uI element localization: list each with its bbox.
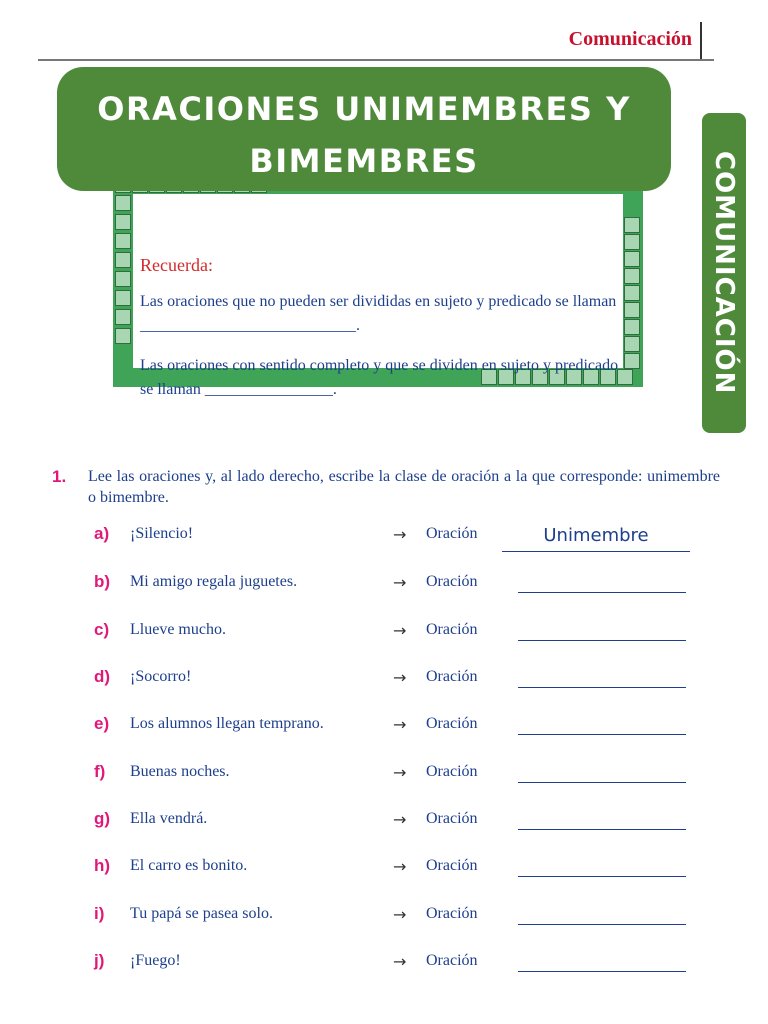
frame-square <box>115 271 131 287</box>
frame-square <box>624 336 640 352</box>
list-item <box>0 904 768 936</box>
answer-line[interactable] <box>502 551 690 552</box>
arrow-icon: → <box>393 715 407 734</box>
recuerda-paragraph-2: Las oraciones con sentido completo y que se dividen en sujeto y predicado se llaman ________________. <box>140 357 619 398</box>
header-divider-vertical <box>700 22 702 60</box>
answer-line[interactable] <box>518 829 686 830</box>
answer-line[interactable] <box>518 876 686 877</box>
title-line-1: ORACIONES UNIMEMBRES Y <box>97 90 631 128</box>
arrow-icon: → <box>393 668 407 687</box>
list-item <box>0 667 768 699</box>
side-tab-label: COMUNICACIÓN <box>709 151 739 395</box>
item-label: i) <box>94 904 105 923</box>
item-word: Oración <box>426 905 478 922</box>
list-item <box>0 620 768 652</box>
list-item <box>0 572 768 604</box>
frame-square <box>115 309 131 325</box>
header-subject: Comunicación <box>568 28 692 50</box>
arrow-icon: → <box>393 525 407 544</box>
item-label: b) <box>94 572 111 591</box>
item-word: Oración <box>426 810 478 827</box>
answer-text[interactable]: Unimembre <box>543 525 649 546</box>
title-banner <box>57 67 671 191</box>
frame-square <box>624 302 640 318</box>
item-word: Oración <box>426 857 478 874</box>
arrow-icon: → <box>393 857 407 876</box>
recuerda-frame-inner <box>133 194 623 368</box>
answer-line[interactable] <box>518 782 686 783</box>
frame-square <box>115 252 131 268</box>
item-word: Oración <box>426 952 478 969</box>
answer-line[interactable] <box>518 971 686 972</box>
item-label: d) <box>94 667 111 686</box>
item-label: h) <box>94 856 111 875</box>
arrow-icon: → <box>393 810 407 829</box>
item-label: j) <box>94 951 105 970</box>
frame-square <box>624 217 640 233</box>
frame-square <box>115 195 131 211</box>
recuerda-heading: Recuerda: <box>140 255 213 275</box>
frame-square <box>624 285 640 301</box>
item-word: Oración <box>426 715 478 732</box>
answer-line[interactable] <box>518 640 686 641</box>
item-word: Oración <box>426 621 478 638</box>
item-sentence: Ella vendrá. <box>130 810 208 827</box>
frame-square <box>115 214 131 230</box>
title-line-2: BIMEMBRES <box>249 142 479 180</box>
list-item <box>0 762 768 794</box>
item-sentence: ¡Socorro! <box>130 668 192 685</box>
exercise-number: 1. <box>52 467 67 486</box>
answer-line[interactable] <box>518 687 686 688</box>
list-item <box>0 951 768 983</box>
frame-square <box>624 353 640 369</box>
list-item <box>0 856 768 888</box>
recuerda-paragraph-1: Las oraciones que no pueden ser divididas en sujeto y predicado se llaman ___________________________. <box>140 293 617 334</box>
item-label: a) <box>94 524 110 543</box>
page-title <box>57 83 671 187</box>
item-sentence: Buenas noches. <box>130 763 230 780</box>
arrow-icon: → <box>393 905 407 924</box>
arrow-icon: → <box>393 573 407 592</box>
frame-square <box>624 319 640 335</box>
header-divider-horizontal <box>38 59 714 61</box>
side-tab <box>702 113 746 433</box>
item-word: Oración <box>426 573 478 590</box>
answer-line[interactable] <box>518 734 686 735</box>
answer-line[interactable] <box>518 924 686 925</box>
item-sentence: ¡Silencio! <box>130 525 194 542</box>
list-item <box>0 809 768 841</box>
item-word: Oración <box>426 668 478 685</box>
frame-square <box>115 233 131 249</box>
frame-square <box>624 251 640 267</box>
item-sentence: Llueve mucho. <box>130 621 226 638</box>
item-label: e) <box>94 714 110 733</box>
item-sentence: ¡Fuego! <box>130 952 181 969</box>
item-label: f) <box>94 762 106 781</box>
frame-square <box>624 268 640 284</box>
frame-square <box>624 234 640 250</box>
exercise-instruction: Lee las oraciones y, al lado derecho, escribe la clase de oración a la que corresponde: unimembre o bimembre. <box>88 468 720 506</box>
item-sentence: Mi amigo regala juguetes. <box>130 573 298 590</box>
frame-square <box>115 290 131 306</box>
list-item <box>0 524 768 556</box>
item-sentence: El carro es bonito. <box>130 857 248 874</box>
item-word: Oración <box>426 525 478 542</box>
item-word: Oración <box>426 763 478 780</box>
arrow-icon: → <box>393 952 407 971</box>
item-sentence: Los alumnos llegan temprano. <box>130 715 324 732</box>
item-sentence: Tu papá se pasea solo. <box>130 905 273 922</box>
item-label: c) <box>94 620 110 639</box>
arrow-icon: → <box>393 763 407 782</box>
answer-line[interactable] <box>518 592 686 593</box>
frame-square <box>115 328 131 344</box>
item-label: g) <box>94 809 111 828</box>
arrow-icon: → <box>393 621 407 640</box>
list-item <box>0 714 768 746</box>
